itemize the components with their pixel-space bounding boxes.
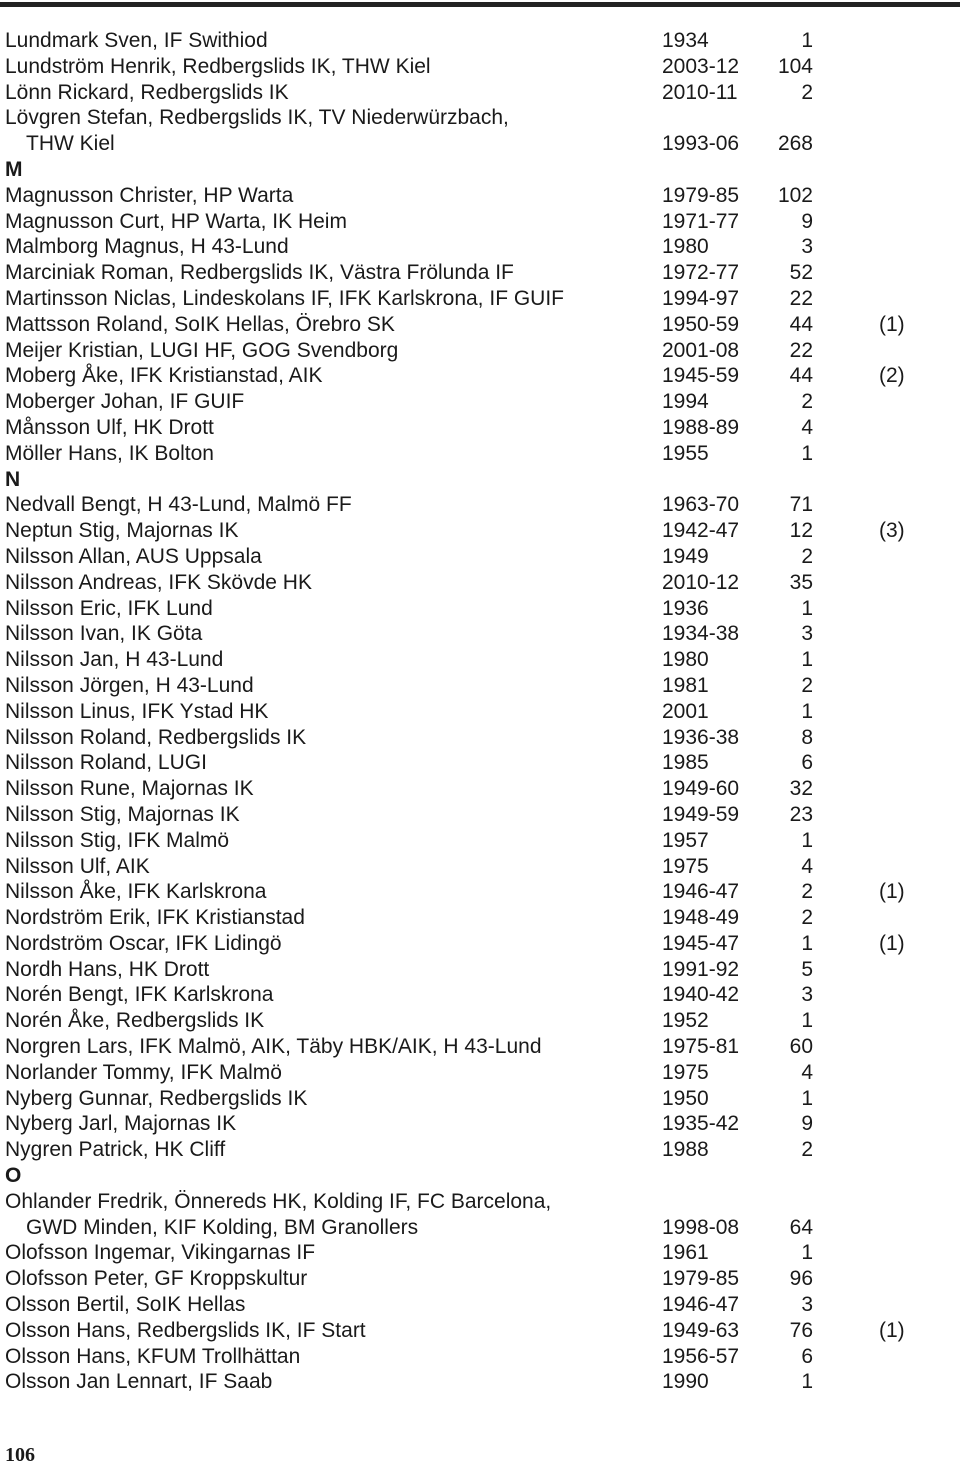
- player-years: 1949: [662, 544, 709, 568]
- player-name-clubs: Lövgren Stefan, Redbergslids IK, TV Niederwürzbach,: [5, 106, 509, 130]
- player-name-clubs: Nilsson Åke, IFK Karlskrona: [5, 880, 267, 904]
- player-note: (3): [879, 519, 905, 543]
- player-name-clubs: Lundström Henrik, Redbergslids IK, THW Kiel: [5, 54, 431, 78]
- player-name-clubs: Olsson Jan Lennart, IF Saab: [5, 1370, 273, 1394]
- player-years: 1991-92: [662, 957, 740, 981]
- player-years: 1971-77: [662, 209, 740, 233]
- player-years: 1948-49: [662, 906, 740, 930]
- player-years: 1949-59: [662, 802, 740, 826]
- player-name-clubs: Ohlander Fredrik, Önnereds HK, Kolding IF, FC Barcelona,: [5, 1189, 552, 1213]
- player-years: 1979-85: [662, 1267, 740, 1291]
- player-name-clubs: Nilsson Roland, Redbergslids IK: [5, 725, 307, 749]
- player-row: [5, 905, 955, 931]
- player-match-count: 104: [777, 54, 813, 78]
- player-years: 2001: [662, 699, 709, 723]
- player-years: 1994: [662, 390, 709, 414]
- player-match-count: 2: [801, 80, 813, 104]
- player-name-clubs: Nilsson Linus, IFK Ystad HK: [5, 699, 269, 723]
- player-row: [5, 1344, 955, 1370]
- player-row: [5, 1086, 955, 1112]
- player-years: 1946-47: [662, 1293, 740, 1317]
- player-note: (1): [879, 1318, 905, 1342]
- player-match-count: 22: [789, 286, 813, 310]
- player-match-count: 2: [801, 1138, 813, 1162]
- player-name-clubs: THW Kiel: [26, 132, 115, 156]
- section-letter-label: N: [5, 467, 21, 491]
- player-name-clubs: Nilsson Ivan, IK Göta: [5, 622, 203, 646]
- player-name-clubs: Magnusson Curt, HP Warta, IK Heim: [5, 209, 347, 233]
- player-name-clubs: Nyberg Jarl, Majornas IK: [5, 1112, 237, 1136]
- player-name-clubs: Olsson Hans, KFUM Trollhättan: [5, 1344, 301, 1368]
- player-name-clubs: Månsson Ulf, HK Drott: [5, 415, 214, 439]
- player-match-count: 2: [801, 906, 813, 930]
- player-name-clubs: Nilsson Eric, IFK Lund: [5, 596, 213, 620]
- player-row: [5, 363, 955, 389]
- player-years: 1985: [662, 751, 709, 775]
- player-row: [5, 957, 955, 983]
- player-match-count: 9: [801, 1112, 813, 1136]
- player-match-count: 35: [789, 570, 813, 594]
- player-years: 1952: [662, 1009, 709, 1033]
- player-years: 2010-12: [662, 570, 740, 594]
- player-name-clubs: Norén Bengt, IFK Karlskrona: [5, 983, 274, 1007]
- section-letter: [5, 157, 955, 183]
- player-match-count: 8: [801, 725, 813, 749]
- player-years: 1998-08: [662, 1215, 740, 1239]
- player-years: 1972-77: [662, 261, 740, 285]
- player-row: [5, 518, 955, 544]
- player-name-clubs: Norgren Lars, IFK Malmö, AIK, Täby HBK/AIK, H 43-Lund: [5, 1035, 542, 1059]
- player-row: [5, 673, 955, 699]
- player-name-clubs: Norén Åke, Redbergslids IK: [5, 1009, 265, 1033]
- player-years: 1935-42: [662, 1112, 740, 1136]
- player-row: [5, 776, 955, 802]
- player-years: 2001-08: [662, 338, 740, 362]
- player-years: 1980: [662, 235, 709, 259]
- player-match-count: 44: [789, 312, 813, 336]
- player-match-count: 268: [777, 132, 813, 156]
- player-years: 1945-47: [662, 931, 740, 955]
- player-years: 1950-59: [662, 312, 740, 336]
- player-row: [5, 1266, 955, 1292]
- player-name-clubs: Nilsson Allan, AUS Uppsala: [5, 544, 262, 568]
- player-match-count: 6: [801, 751, 813, 775]
- player-row: [5, 209, 955, 235]
- player-row: [5, 750, 955, 776]
- player-match-count: 1: [801, 648, 813, 672]
- player-match-count: 2: [801, 390, 813, 414]
- player-years: 1988: [662, 1138, 709, 1162]
- player-row: [5, 647, 955, 673]
- section-letter: [5, 467, 955, 493]
- player-match-count: 9: [801, 209, 813, 233]
- player-match-count: 64: [789, 1215, 813, 1239]
- player-match-count: 44: [789, 364, 813, 388]
- player-list: [5, 28, 955, 1395]
- player-row: [5, 802, 955, 828]
- player-row: [5, 596, 955, 622]
- player-years: 1993-06: [662, 132, 740, 156]
- player-name-clubs: Nilsson Stig, Majornas IK: [5, 802, 240, 826]
- player-name-clubs: Nilsson Jan, H 43-Lund: [5, 648, 224, 672]
- player-note: (2): [879, 364, 905, 388]
- player-row: [5, 492, 955, 518]
- player-name-clubs: Olofsson Ingemar, Vikingarnas IF: [5, 1241, 316, 1265]
- player-name-clubs: Neptun Stig, Majornas IK: [5, 519, 239, 543]
- player-name-clubs: Nordström Erik, IFK Kristianstad: [5, 906, 305, 930]
- player-match-count: 1: [801, 1370, 813, 1394]
- player-name-clubs: Moberg Åke, IFK Kristianstad, AIK: [5, 364, 323, 388]
- player-years: 1994-97: [662, 286, 740, 310]
- player-note: (1): [879, 931, 905, 955]
- player-match-count: 3: [801, 622, 813, 646]
- player-years: 1980: [662, 648, 709, 672]
- player-match-count: 1: [801, 1241, 813, 1265]
- player-row: [5, 1111, 955, 1137]
- player-match-count: 4: [801, 1060, 813, 1084]
- section-letter: [5, 1163, 955, 1189]
- player-row: [5, 338, 955, 364]
- player-row: [5, 1189, 955, 1215]
- player-row: [5, 725, 955, 751]
- player-note: (1): [879, 312, 905, 336]
- player-row: [5, 1008, 955, 1034]
- player-match-count: 6: [801, 1344, 813, 1368]
- section-letter-label: O: [5, 1164, 22, 1188]
- player-years: 1990: [662, 1370, 709, 1394]
- player-row: [5, 1369, 955, 1395]
- player-row: [5, 389, 955, 415]
- player-name-clubs: Moberger Johan, IF GUIF: [5, 390, 245, 414]
- player-match-count: 1: [801, 699, 813, 723]
- player-name-clubs: Nilsson Andreas, IFK Skövde HK: [5, 570, 312, 594]
- player-years: 1975-81: [662, 1035, 740, 1059]
- player-name-clubs: Nyberg Gunnar, Redbergslids IK: [5, 1086, 308, 1110]
- player-name-clubs: Olsson Bertil, SoIK Hellas: [5, 1293, 246, 1317]
- player-match-count: 1: [801, 931, 813, 955]
- player-years: 1979-85: [662, 183, 740, 207]
- player-match-count: 2: [801, 673, 813, 697]
- player-match-count: 52: [789, 261, 813, 285]
- player-row: [5, 931, 955, 957]
- player-name-clubs: GWD Minden, KIF Kolding, BM Granollers: [26, 1215, 419, 1239]
- player-name-clubs: Magnusson Christer, HP Warta: [5, 183, 294, 207]
- player-name-clubs: Olsson Hans, Redbergslids IK, IF Start: [5, 1318, 366, 1342]
- player-row: [5, 105, 955, 131]
- player-years: 2010-11: [662, 80, 738, 104]
- player-match-count: 71: [789, 493, 813, 517]
- player-match-count: 32: [789, 777, 813, 801]
- player-row: [5, 1240, 955, 1266]
- player-row: [5, 54, 955, 80]
- player-row: [5, 828, 955, 854]
- player-match-count: 1: [801, 596, 813, 620]
- player-name-clubs: Nordström Oscar, IFK Lidingö: [5, 931, 282, 955]
- player-name-clubs: Nilsson Jörgen, H 43-Lund: [5, 673, 254, 697]
- player-name-clubs: Lundmark Sven, IF Swithiod: [5, 29, 268, 52]
- player-years: 1940-42: [662, 983, 740, 1007]
- player-match-count: 3: [801, 983, 813, 1007]
- player-match-count: 1: [801, 1009, 813, 1033]
- player-name-clubs: Meijer Kristian, LUGI HF, GOG Svendborg: [5, 338, 399, 362]
- player-name-clubs: Nilsson Stig, IFK Malmö: [5, 828, 230, 852]
- player-row: [5, 286, 955, 312]
- player-name-clubs: Olofsson Peter, GF Kroppskultur: [5, 1267, 308, 1291]
- player-name-clubs: Martinsson Niclas, Lindeskolans IF, IFK Karlskrona, IF GUIF: [5, 286, 565, 310]
- player-match-count: 3: [801, 1293, 813, 1317]
- player-row: [5, 1318, 955, 1344]
- player-row: [5, 260, 955, 286]
- player-row: [5, 570, 955, 596]
- player-match-count: 22: [789, 338, 813, 362]
- player-match-count: 76: [789, 1318, 813, 1342]
- player-note: (1): [879, 880, 905, 904]
- player-name-clubs: Lönn Rickard, Redbergslids IK: [5, 80, 289, 104]
- player-match-count: 102: [777, 183, 813, 207]
- top-rule: [0, 2, 960, 7]
- player-years: 1957: [662, 828, 709, 852]
- player-row: [5, 1060, 955, 1086]
- player-years: 1975: [662, 1060, 709, 1084]
- player-years: 1950: [662, 1086, 709, 1110]
- player-name-clubs: Nordh Hans, HK Drott: [5, 957, 210, 981]
- player-row: [5, 131, 955, 157]
- player-match-count: 23: [789, 802, 813, 826]
- player-match-count: 12: [789, 519, 813, 543]
- player-years: 1936: [662, 596, 709, 620]
- player-years: 1955: [662, 441, 709, 465]
- player-match-count: 60: [789, 1035, 813, 1059]
- player-years: 1942-47: [662, 519, 740, 543]
- player-years: 1946-47: [662, 880, 740, 904]
- player-row: [5, 621, 955, 647]
- player-years: 1961: [662, 1241, 709, 1265]
- player-row: [5, 80, 955, 106]
- player-row: [5, 312, 955, 338]
- player-years: 1934: [662, 29, 709, 52]
- player-match-count: 1: [801, 29, 813, 52]
- player-years: 1936-38: [662, 725, 740, 749]
- player-name-clubs: Norlander Tommy, IFK Malmö: [5, 1060, 282, 1084]
- player-row: [5, 854, 955, 880]
- section-letter-label: M: [5, 157, 23, 181]
- player-row: [5, 699, 955, 725]
- player-row: [5, 982, 955, 1008]
- player-match-count: 2: [801, 880, 813, 904]
- player-years: 1975: [662, 854, 709, 878]
- player-years: 1988-89: [662, 415, 740, 439]
- player-years: 2003-12: [662, 54, 740, 78]
- player-match-count: 4: [801, 854, 813, 878]
- player-row: [5, 28, 955, 54]
- player-row: [5, 441, 955, 467]
- player-name-clubs: Möller Hans, IK Bolton: [5, 441, 214, 465]
- player-years: 1949-63: [662, 1318, 740, 1342]
- player-name-clubs: Nilsson Roland, LUGI: [5, 751, 207, 775]
- player-match-count: 1: [801, 828, 813, 852]
- player-years: 1934-38: [662, 622, 740, 646]
- player-match-count: 4: [801, 415, 813, 439]
- player-name-clubs: Marciniak Roman, Redbergslids IK, Västra Frölunda IF: [5, 261, 514, 285]
- player-row: [5, 1137, 955, 1163]
- player-row: [5, 415, 955, 441]
- player-match-count: 1: [801, 1086, 813, 1110]
- player-row: [5, 879, 955, 905]
- player-name-clubs: Malmborg Magnus, H 43-Lund: [5, 235, 289, 259]
- player-name-clubs: Nilsson Ulf, AIK: [5, 854, 150, 878]
- player-name-clubs: Nilsson Rune, Majornas IK: [5, 777, 254, 801]
- player-match-count: 2: [801, 544, 813, 568]
- player-match-count: 96: [789, 1267, 813, 1291]
- player-row: [5, 234, 955, 260]
- player-name-clubs: Nygren Patrick, HK Cliff: [5, 1138, 226, 1162]
- player-name-clubs: Nedvall Bengt, H 43-Lund, Malmö FF: [5, 493, 352, 517]
- player-name-clubs: Mattsson Roland, SoIK Hellas, Örebro SK: [5, 312, 395, 336]
- player-row: [5, 183, 955, 209]
- player-years: 1963-70: [662, 493, 740, 517]
- player-match-count: 3: [801, 235, 813, 259]
- player-row: [5, 1034, 955, 1060]
- player-row: [5, 544, 955, 570]
- player-match-count: 1: [801, 441, 813, 465]
- player-years: 1981: [662, 673, 709, 697]
- player-row: [5, 1215, 955, 1241]
- player-row: [5, 1292, 955, 1318]
- player-years: 1949-60: [662, 777, 740, 801]
- page-number: 106: [5, 1444, 35, 1466]
- player-years: 1956-57: [662, 1344, 740, 1368]
- player-match-count: 5: [801, 957, 813, 981]
- player-years: 1945-59: [662, 364, 740, 388]
